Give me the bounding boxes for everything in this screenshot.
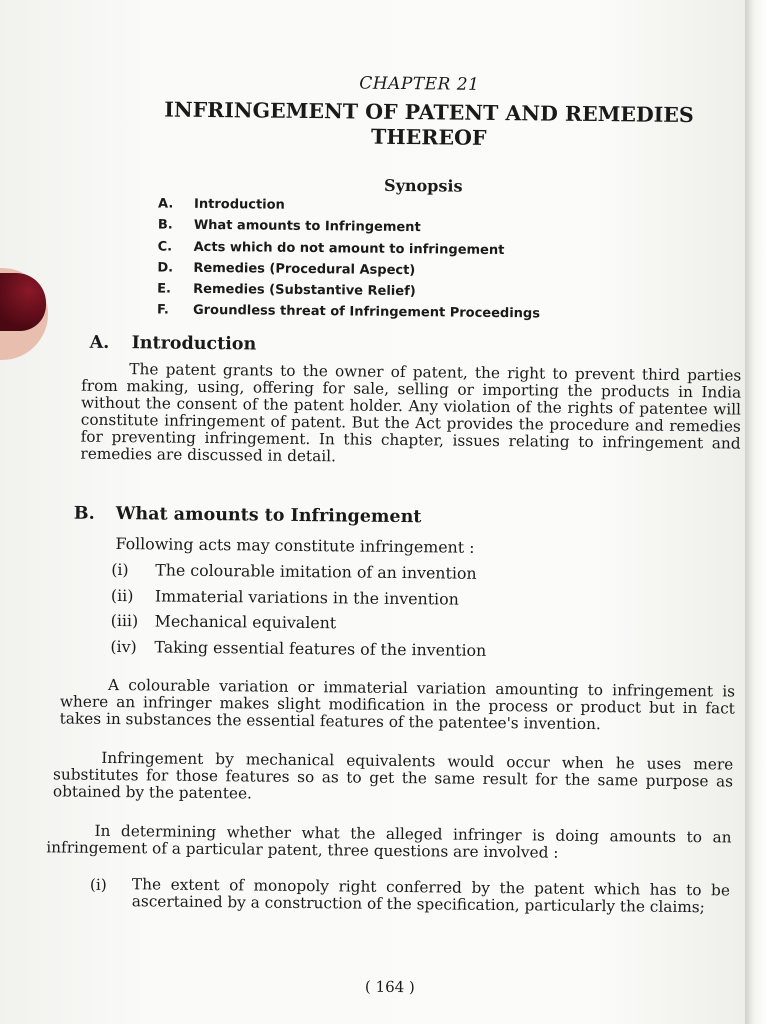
item-number: (i): [111, 559, 129, 580]
synopsis-letter: A.: [158, 196, 174, 212]
item-number: (iv): [110, 636, 137, 656]
determination-paragraph: In determining whether what the alleged infringer is doing amounts to an infringement of a particular patent, three questions are involved :: [46, 821, 732, 862]
section-b-intro: Following acts may constitute infringement :: [115, 534, 475, 557]
section-a-heading: [90, 333, 257, 355]
item-text: Immaterial variations in the invention: [154, 585, 459, 609]
item-text: Mechanical equivalent: [154, 611, 337, 633]
question-text: The extent of monopoly right conferred by the patent which has to be ascertained by a construction of the specification, particularly the claims;: [131, 875, 731, 917]
section-b-letter: B.: [73, 503, 95, 524]
page-edge: [745, 0, 768, 1024]
section-b-heading: [74, 504, 422, 528]
synopsis-text: Acts which do not amount to infringement: [193, 239, 505, 258]
synopsis-text: Groundless threat of Infringement Proceedings: [192, 303, 541, 322]
item-number: (iii): [110, 610, 139, 631]
chapter-title: INFRINGEMENT OF PATENT AND REMEDIES THEREOF: [164, 97, 694, 150]
section-a-letter: A.: [89, 332, 110, 353]
item-text: Taking essential features of the invention: [154, 636, 487, 660]
colourable-variation-paragraph: A colourable variation or immaterial variation amounting to infringement is where an infringer makes slight modification in the process or product but in fact takes in substances the essential features of the patentee's invention.: [59, 675, 736, 734]
list-item: [110, 633, 670, 664]
synopsis-letter: D.: [157, 260, 174, 276]
section-b-title: What amounts to Infringement: [115, 504, 422, 528]
item-text: The colourable imitation of an invention: [155, 560, 477, 583]
synopsis-letter: C.: [157, 239, 173, 255]
synopsis-text: Remedies (Procedural Aspect): [193, 260, 416, 279]
chapter-label: CHAPTER 21: [359, 73, 480, 95]
synopsis-text: What amounts to Infringement: [193, 218, 421, 236]
page-number: ( 164 ): [364, 977, 415, 997]
section-a-title: Introduction: [131, 333, 257, 355]
synopsis-text: Remedies (Substantive Relief): [193, 282, 416, 300]
synopsis-letter: E.: [157, 281, 172, 297]
item-number: (ii): [110, 585, 134, 605]
synopsis-item: [157, 300, 597, 326]
mechanical-equivalents-paragraph: Infringement by mechanical equivalents would occur when he uses mere substitutes for those features so as to get the same result for the same purpose as obtained by the patentee.: [52, 748, 734, 803]
question-number: (i): [89, 875, 107, 894]
section-a-paragraph: The patent grants to the owner of patent, the right to prevent third parties from making, using, offering for sale, selling or importing the products in India without the consent of the patent holder. Any violation of the rights of patentee will constitute infringement of patent. But the Act provides the procedure and remedies for preventing infringement. In this chapter, issues relating to infringement and remedies are discussed in detail.: [80, 360, 742, 466]
synopsis-list: [157, 193, 598, 325]
infringement-acts-list: [110, 557, 671, 665]
synopsis-letter: B.: [157, 217, 173, 233]
synopsis-letter: F.: [156, 302, 169, 319]
synopsis-text: Introduction: [194, 196, 285, 213]
synopsis-heading: Synopsis: [383, 175, 463, 196]
